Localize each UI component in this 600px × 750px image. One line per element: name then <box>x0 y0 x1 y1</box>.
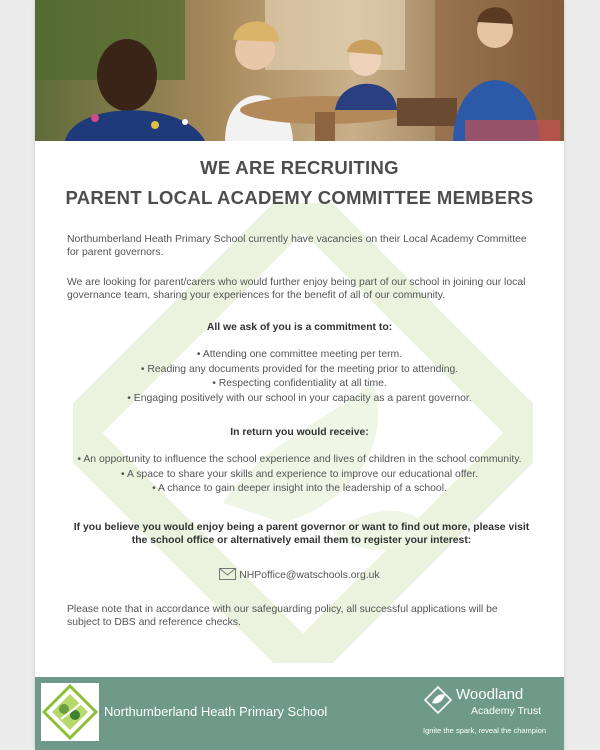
call-to-action: If you believe you would enjoy being a parent governor or want to find out more, please visit the school office or alternatively email them to register your interest: <box>73 521 530 546</box>
list-item: • Engaging positively with our school in your capacity as a parent governor. <box>127 392 472 404</box>
receive-heading: In return you would receive: <box>230 427 369 438</box>
commitment-heading: All we ask of you is a commitment to: <box>206 322 393 333</box>
envelope-icon <box>219 568 236 580</box>
intro-paragraph-2: We are looking for parent/carers who would further enjoy being part of our school in joining our local governance team, sharing your experiences for the benefit of all of our community. <box>67 277 526 301</box>
list-item: • An opportunity to influence the school experience and lives of children in the school community. <box>77 454 522 465</box>
list-item: • A space to share your skills and experience to improve our educational offer. <box>121 468 478 480</box>
list-item: • A chance to gain deeper insight into the leadership of a school. <box>152 483 447 494</box>
commitment-list <box>75 348 524 406</box>
title-line-2: PARENT LOCAL ACADEMY COMMITTEE MEMBERS <box>65 187 534 208</box>
trust-leaf-icon <box>423 685 453 715</box>
receive-list <box>75 453 524 497</box>
email-link[interactable]: NHPoffice@watschools.org.uk <box>239 569 380 581</box>
school-logo <box>41 683 99 741</box>
email-line <box>67 568 532 582</box>
poster <box>35 0 564 750</box>
footer-bar <box>35 677 564 750</box>
trust-tagline: Ignite the spark, reveal the champion <box>423 726 546 735</box>
trust-name: Woodland <box>456 686 524 703</box>
safeguarding-note: Please note that in accordance with our safeguarding policy, all successful applications will be subject to DBS and reference checks. <box>67 603 498 628</box>
intro-paragraph-1: Northumberland Heath Primary School currently have vacancies on their Local Academy Committee for parent governors. <box>67 234 527 258</box>
list-item: • Reading any documents provided for the meeting prior to attending. <box>140 363 459 375</box>
header-photo <box>35 0 564 141</box>
title-line-1: WE ARE RECRUITING <box>200 157 399 178</box>
trust-subtitle: Academy Trust <box>471 705 542 717</box>
list-item: • Attending one committee meeting per term. <box>196 349 403 360</box>
school-name: Northumberland Heath Primary School <box>104 704 328 719</box>
list-item: • Respecting confidentiality at all time. <box>212 378 387 389</box>
